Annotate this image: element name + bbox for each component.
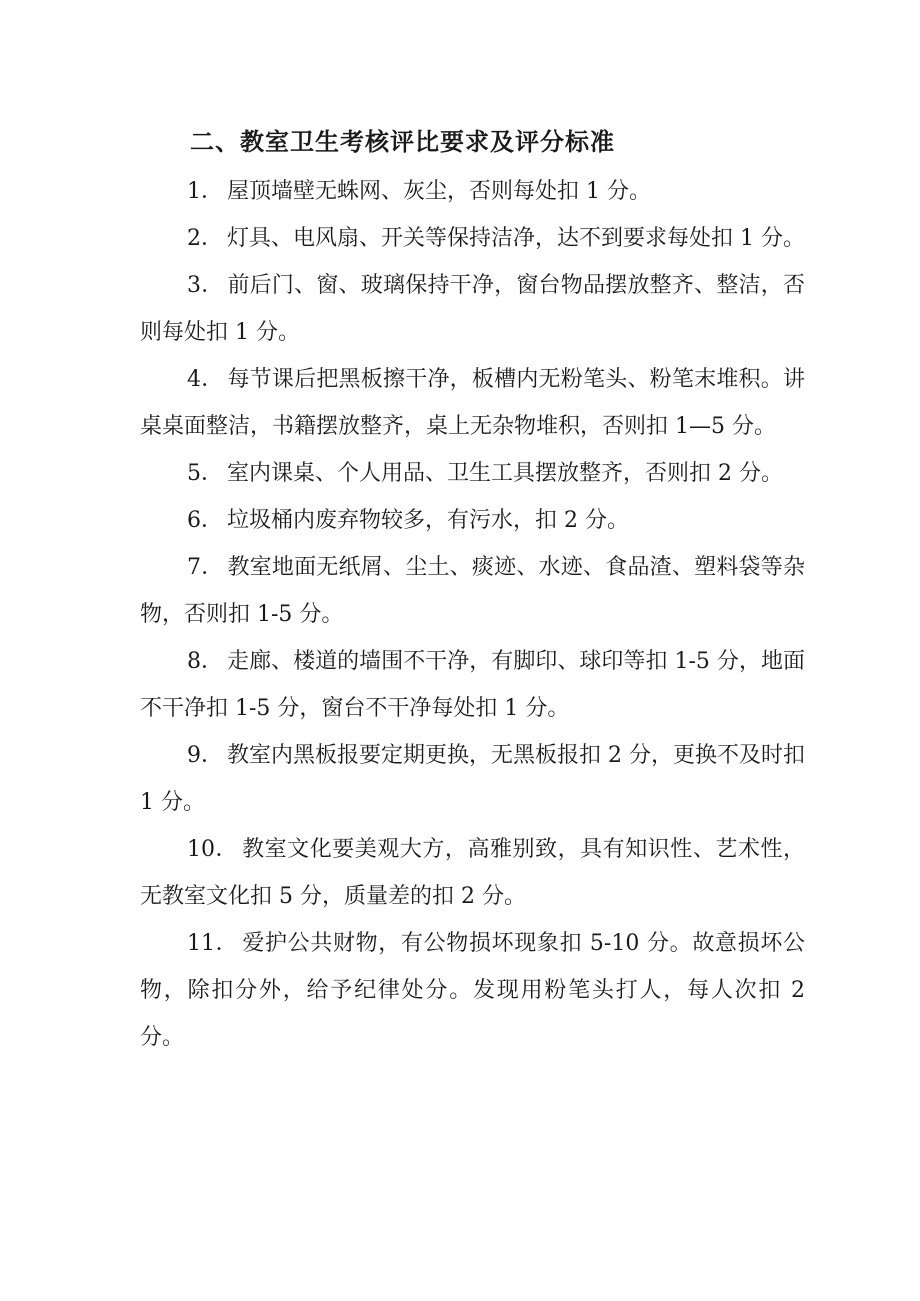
rule-number: 5． (187, 461, 223, 486)
rule-text: 屋顶墙壁无蛛网、灰尘，否则每处扣 1 分。 (227, 179, 651, 204)
rule-item-9 (140, 732, 805, 826)
section-heading: 二、教室卫生考核评比要求及评分标准 (190, 128, 615, 156)
rule-item-3 (140, 262, 805, 356)
rule-text: 垃圾桶内废弃物较多，有污水，扣 2 分。 (227, 508, 629, 533)
rule-text: 教室文化要美观大方，高雅别致，具有知识性、艺术性，无教室文化扣 5 分，质量差的扣 2 分。 (140, 837, 805, 909)
rule-item-11 (140, 920, 805, 1061)
rule-text: 前后门、窗、玻璃保持干净，窗台物品摆放整齐、整洁，否则每处扣 1 分。 (140, 273, 805, 345)
rule-text: 每节课后把黑板擦干净，板槽内无粉笔头、粉笔末堆积。讲桌桌面整洁，书籍摆放整齐，桌上无杂物堆积，否则扣 1—5 分。 (140, 367, 805, 439)
rule-number: 6． (187, 508, 223, 533)
rule-text: 教室地面无纸屑、尘土、痰迹、水迹、食品渣、塑料袋等杂物，否则扣 1-5 分。 (140, 555, 805, 627)
rule-item-10 (140, 826, 805, 920)
rules-list (140, 168, 805, 1061)
rule-item-7 (140, 544, 805, 638)
rule-text: 教室内黑板报要定期更换，无黑板报扣 2 分，更换不及时扣 1 分。 (140, 743, 805, 815)
rule-text: 爱护公共财物，有公物损坏现象扣 5-10 分。故意损坏公物，除扣分外，给予纪律处分。发现用粉笔头打人，每人次扣 2 分。 (140, 931, 805, 1050)
rule-number: 8． (187, 649, 224, 674)
rule-item-6 (140, 497, 805, 544)
rule-text: 灯具、电风扇、开关等保持洁净，达不到要求每处扣 1 分。 (227, 226, 805, 251)
rule-number: 7． (187, 555, 224, 580)
rule-number: 2． (187, 226, 223, 251)
rule-text: 室内课桌、个人用品、卫生工具摆放整齐，否则扣 2 分。 (227, 461, 783, 486)
rule-number: 11． (187, 931, 239, 956)
rule-item-1 (140, 168, 805, 215)
rule-number: 3． (187, 273, 224, 298)
rule-text: 走廊、楼道的墙围不干净，有脚印、球印等扣 1-5 分，地面不干净扣 1-5 分，窗台不干净每处扣 1 分。 (140, 649, 805, 721)
rule-item-5 (140, 450, 805, 497)
rule-item-2 (140, 215, 805, 262)
rule-number: 4． (187, 367, 224, 392)
rule-number: 9． (187, 743, 223, 768)
rule-number: 1． (187, 179, 223, 204)
rule-item-4 (140, 356, 805, 450)
rule-item-8 (140, 638, 805, 732)
rule-number: 10． (187, 837, 239, 862)
